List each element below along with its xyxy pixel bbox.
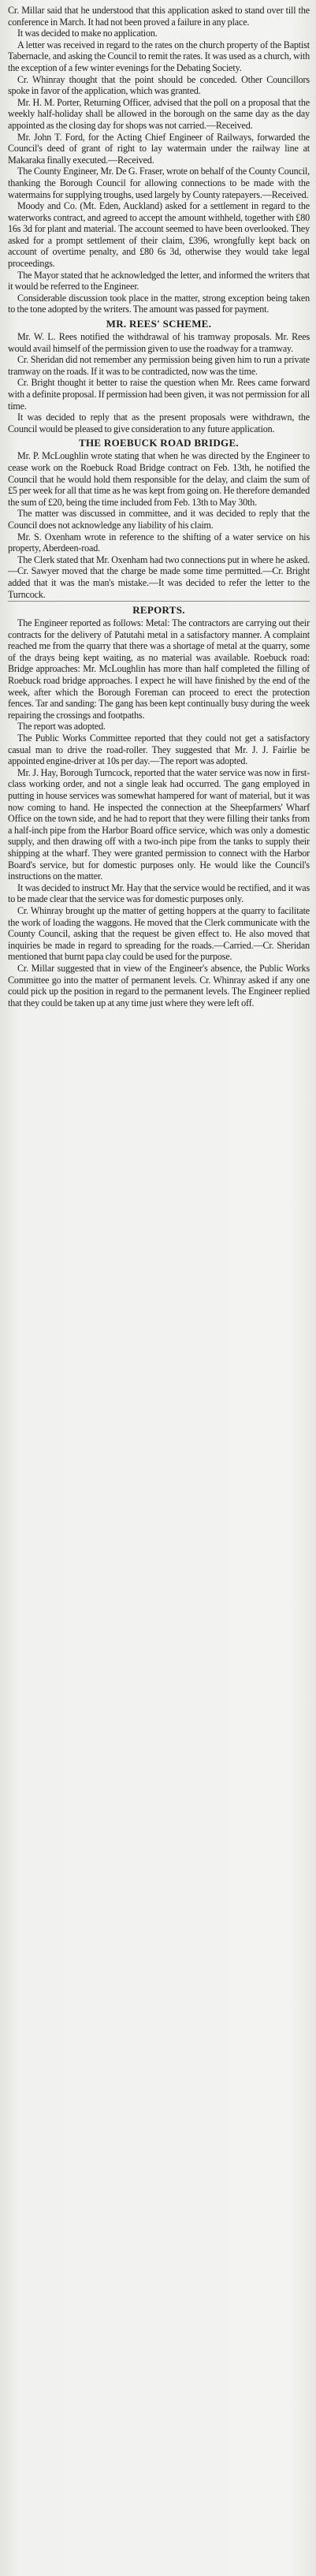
divider: [8, 601, 310, 602]
paragraph: The report was adopted.: [17, 721, 106, 733]
paragraph: Moody and Co. (Mt. Eden, Auckland) asked for a settlement in regard to the waterworks contract, and agreed to accept the amount withheld, together with £80 16s 3d for plant and material. The account seemed to have been overlooked. They asked for a prompt settlement of their claim, £396, wrongfully kept back on account of overtime penalty, and £80 6s 3d, otherwise they would take legal proceedings.: [8, 200, 310, 270]
paragraph: A letter was received in regard to the rates on the church property of the Baptist Tabernacle, and asking the Council to remit the rates. It was used as a church, with the exception of a few winter evenings for the Debating Society.: [8, 39, 310, 73]
section-heading-rees-scheme: MR. REES' SCHEME.: [106, 318, 212, 330]
paragraph: Cr. Millar said that he understood that this application asked to stand over till the conference in March. It had not been proved a failure in any place.: [8, 5, 310, 28]
paragraph: Mr. H. M. Porter, Returning Officer, advised that the poll on a proposal that the weekly half-holiday shall be allowed in the borough on the same day as the day appointed as the closing day for shops was not carried.—Received.: [8, 96, 310, 131]
paragraph: Mr. John T. Ford, for the Acting Chief Engineer of Railways, forwarded the Council's deed of grant of right to lay watermain under the railway line at Makaraka finally executed.—Received.: [8, 131, 310, 166]
paragraph: The County Engineer, Mr. De G. Fraser, wrote on behalf of the County Council, thanking the Borough Council for allowing connections to be made with the watermains for supplying troughs, used largely by County ratepayers.—Received.: [8, 166, 310, 200]
section-heading-roebuck-bridge: THE ROEBUCK ROAD BRIDGE.: [79, 437, 239, 449]
paragraph: Mr. W. L. Rees notified the withdrawal of his tramway proposals. Mr. Rees would avail himself of the permission given to use the roadway for a tramway.: [8, 331, 310, 354]
paragraph: Cr. Whinray brought up the matter of getting hoppers at the quarry to facilitate the work of loading the waggons. He moved that the Clerk communicate with the County Council, asking that the request be given effect to. He also moved that inquiries be made in regard to spreading for the roads.—Carried.—Cr. Sheridan mentioned that burnt papa clay could be used for the purpose.: [8, 904, 310, 963]
paragraph: Cr. Sheridan did not remember any permission being given him to run a private tramway on the roads. If it was to be contradicted, now was the time.: [8, 354, 310, 377]
paragraph: Considerable discussion took place in the matter, strong exception being taken to the tone adopted by the writers. The amount was passed for payment.: [8, 292, 310, 315]
paragraph: Cr. Whinray thought that the point should be conceded. Other Councillors spoke in favor of the application, which was granted.: [8, 73, 310, 97]
paragraph: Mr. S. Oxenham wrote in reference to the shifting of a water service on his property, Aberdeen-road.: [8, 531, 310, 554]
paragraph: Mr. J. Hay, Borough Turncock, reported that the water service was now in first-class working order, and not a single leak had occurred. The gang employed in putting in house services was somewhat hampered for want of material, but it was now coming to hand. He inspected the connection at the Sheepfarmers' Wharf Office on the town side, and he had to report that they were filling their tanks from a half-inch pipe from the Harbor Board office service, which was only a domestic supply, and then drawing off with a two-inch pipe from the tanks to supply their shipping at the wharf. They were granted permission to connect with the Harbor Board's service, but for domestic purposes only. He would like the Council's instructions on the matter.: [8, 766, 310, 882]
paragraph: The Engineer reported as follows: Metal: The contractors are carrying out their contracts for the delivery of Patutahi metal in a satisfactory manner. A complaint reached me from the quarry that there was a shortage of metal at the quarry, some of the drays being kept waiting, as no material was available. Roebuck road: Bridge approaches: Mr. McLoughlin has more than half completed the filling of Roebuck road bridge approaches. I expect he will have finished by the end of the week, after which the Borough Foreman can proceed to erect the protection fences. Tar and sanding: The gang has been kept continually busy during the week repairing the crossings and footpaths.: [8, 617, 310, 721]
paragraph: It was decided to reply that as the present proposals were withdrawn, the Council would be pleased to give consideration to any future application.: [8, 412, 310, 434]
paragraph: The Clerk stated that Mr. Oxenham had two connections put in where he asked.—Cr. Sawyer moved that the charge be made some time permitted.—Cr. Bright added that it was the man's mistake.—It was decided to refer the letter to the Turncock.: [8, 554, 310, 600]
paragraph: The matter was discussed in committee, and it was decided to reply that the Council does not acknowledge any liability of his claim.: [8, 508, 310, 531]
paragraph: It was decided to make no application.: [17, 28, 158, 39]
paragraph: Cr. Millar suggested that in view of the Engineer's absence, the Public Works Committee go into the matter of permanent levels. Cr. Whinray asked if any one could pick up the position in regard to the permanent levels. The Engineer replied that they could be taken up at any time just where they were left off.: [8, 962, 310, 1008]
paragraph: It was decided to instruct Mr. Hay that the service would be rectified, and it was to be made clear that the service was for domestic purposes only.: [8, 882, 310, 905]
paragraph: Cr. Bright thought it better to raise the question when Mr. Rees came forward with a definite proposal. If permission had been given, it was not permission for all time.: [8, 377, 310, 412]
paragraph: The Public Works Committee reported that they could not get a satisfactory casual man to drive the road-roller. They suggested that Mr. J. J. Fairlie be appointed engine-driver at 10s per day.—The report was adopted.: [8, 733, 310, 767]
section-heading-reports: REPORTS.: [132, 604, 185, 617]
paragraph: Mr. P. McLoughlin wrote stating that when he was directed by the Engineer to cease work on the Roebuck Road Bridge contract on Feb. 13th, he notified the Council that he would hold them responsible for the delay, and claim the sum of £5 per week for all that time as he was kept from going on. He therefore demanded the sum of £20, being the time included from Feb. 13th to May 30th.: [8, 450, 310, 508]
paragraph: The Mayor stated that he acknowledged the letter, and informed the writers that it would be referred to the Engineer.: [8, 269, 310, 293]
